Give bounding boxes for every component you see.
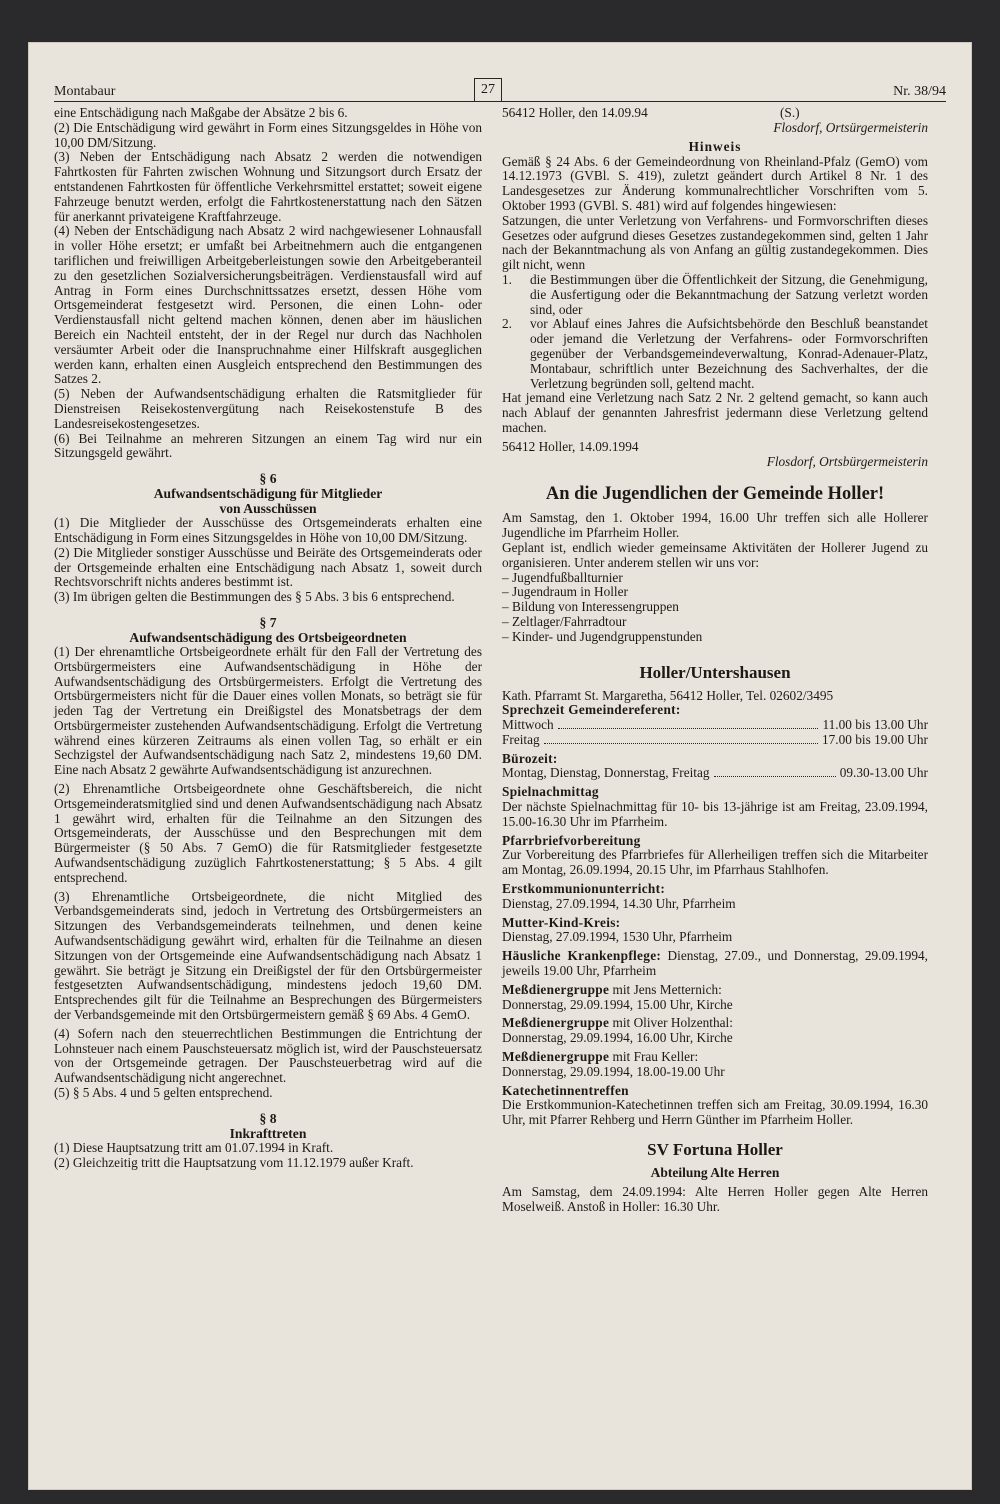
schedule-time: 17.00 bis 19.00 Uhr: [821, 731, 928, 747]
paragraph: Kath. Pfarramt St. Margaretha, 56412 Holler, Tel. 02602/3495: [502, 687, 834, 703]
header-rule: [54, 101, 946, 102]
list-item: – Kinder- und Jugendgruppenstunden: [502, 630, 928, 645]
paragraph: Am Samstag, den 1. Oktober 1994, 16.00 Uhr treffen sich alle Hollerer Jugendliche im Pfarrheim Holler.: [502, 510, 928, 541]
list-item: – Zeltlager/Fahrradtour: [502, 615, 928, 630]
holler-heading: Holler/Untershausen: [639, 662, 791, 682]
paragraph: Dienstag, 27.09.1994, 14.30 Uhr, Pfarrheim: [502, 895, 736, 911]
paragraph: (6) Bei Teilnahme an mehreren Sitzungen an einem Tag wird nur ein Sitzungsgeld gewährt.: [54, 430, 482, 461]
page-number: 27: [474, 78, 502, 102]
issue-number: Nr. 38/94: [893, 84, 946, 99]
schedule-row: [502, 718, 928, 733]
list-number: 2.: [502, 316, 512, 332]
paragraph: Geplant ist, endlich wieder gemeinsame Aktivitäten der Hollerer Jugend zu organisieren. Unter anderem stellen wir uns vor:: [502, 539, 928, 570]
inline-text: mit Jens Metternich:: [609, 981, 722, 997]
subheading: Sprechzeit Gemeindereferent:: [502, 702, 681, 718]
paragraph: Hat jemand eine Verletzung nach Satz 2 Nr. 2 geltend gemacht, so kann auch nach Ablauf der genannten Jahresfrist jedermann diese Verletzung geltend machen.: [502, 390, 928, 435]
subheading: Mutter-Kind-Kreis:: [502, 914, 621, 930]
sv-subheading: Abteilung Alte Herren: [650, 1165, 780, 1181]
newspaper-page: [28, 42, 972, 1490]
list-item: [502, 317, 928, 391]
list-number: 1.: [502, 271, 512, 287]
paragraph: (1) Diese Hauptsatzung tritt am 01.07.1994 in Kraft.: [54, 1139, 334, 1155]
list-item: – Bildung von Interessengruppen: [502, 600, 928, 615]
paragraph: (2) Die Mitglieder sonstiger Ausschüsse und Beiräte des Ortsgemeinderats oder der Ortsgemeinde erhalten eine Entschädigung nach Absatz 1, soweit durch Rechtsvorschrift nichts anderes bestimmt ist.: [54, 544, 482, 590]
paragraph: (3) Ehrenamtliche Ortsbeigeordnete, die nicht Mitglied des Verbandsgemeinderats sind, jedoch in Vertretung des Ortsbürgermeisters an Sitzungen des Verbandsgemeinderats teilnehmen, und denen keine Aufwandsentschädigung gewährt wird, erhalten für die Teilnahme an diesen Sitzungen von der Ortsgemeinde eine Aufwandsentschädigung nach Absatz 1 gewährt. Sie beträgt je Sitzung ein Dreißigstel der für den Ortsbürgermeister festgesetzten Aufwandsentschädigung, mindestens jedoch 19,60 DM. Entsprechendes gilt für die Teilnahme an Besprechungen des Bürgermeisters der Verbandsgemeinde mit den Ortsbürgermeistern gemäß § 69 Abs. 4 GemO.: [54, 888, 482, 1023]
paragraph: Zur Vorbereitung des Pfarrbriefes für Allerheiligen treffen sich die Mitarbeiter am Montag, 26.09.1994, 20.15 Uhr, im Pfarrhaus Stahlhofen.: [502, 847, 928, 878]
paragraph: Der nächste Spielnachmittag für 10- bis 13-jährige ist am Freitag, 23.09.1994, 15.00-16.30 Uhr im Pfarrheim.: [502, 799, 928, 829]
paragraph: Donnerstag, 29.09.1994, 18.00-19.00 Uhr: [502, 1063, 725, 1079]
paragraph: (5) § 5 Abs. 4 und 5 gelten entsprechend.: [54, 1085, 273, 1101]
paragraph: (3) Im übrigen gelten die Bestimmungen des § 5 Abs. 3 bis 6 entsprechend.: [54, 589, 455, 605]
signature-line: [502, 106, 928, 121]
schedule-day: Freitag: [502, 731, 540, 747]
paragraph: eine Entschädigung nach Maßgabe der Absätze 2 bis 6.: [54, 105, 348, 120]
section-8-number: § 8: [259, 1110, 277, 1126]
sv-heading: SV Fortuna Holler: [647, 1140, 783, 1160]
section-7-number: § 7: [259, 614, 277, 630]
section-8-title: Inkrafttreten: [229, 1125, 307, 1141]
left-column: [54, 106, 482, 1170]
paragraph: Gemäß § 24 Abs. 6 der Gemeindeordnung von Rheinland-Pfalz (GemO) vom 14.12.1973 (GVBl. S. 419), zuletzt geändert durch Artikel 8 Nr. 1 des Landesgesetzes zur Änderung kommunalrechtlicher Vorschriften vom 5. Oktober 1993 (GVBl. S. 481) wird auf folgendes hingewiesen:: [502, 153, 928, 213]
inline-text: mit Oliver Holzenthal:: [609, 1015, 733, 1031]
paragraph: Am Samstag, dem 24.09.1994: Alte Herren Holler gegen Alte Herren Moselweiß. Anstoß in Holler: 16.30 Uhr.: [502, 1183, 928, 1214]
jugend-list: [502, 571, 928, 645]
place-date: 56412 Holler, den 14.09.94: [502, 105, 648, 120]
schedule-time: 11.00 bis 13.00 Uhr: [822, 717, 928, 733]
header-town: Montabaur: [54, 84, 116, 99]
section-6-title-line2: von Ausschüssen: [219, 501, 317, 517]
section-6-number: § 6: [259, 471, 277, 487]
paragraph: Dienstag, 27.09.1994, 1530 Uhr, Pfarrheim: [502, 929, 733, 945]
section-7-title: Aufwandsentschädigung des Ortsbeigeordneten: [129, 629, 407, 645]
place-date: 56412 Holler, 14.09.1994: [502, 438, 639, 454]
schedule-row: [502, 766, 928, 781]
list-item: – Jugendraum in Holler: [502, 585, 928, 600]
section-6-title: Aufwandsentschädigung für Mitglieder: [153, 486, 383, 502]
inline-heading: Meßdienergruppe: [502, 981, 610, 997]
list-text: die Bestimmungen über die Öffentlichkeit der Sitzung, die Genehmigung, die Ausfertigung oder die Bekanntmachung der Satzung verletzt worden sind, oder: [530, 271, 928, 317]
paragraph: (1) Der ehrenamtliche Ortsbeigeordnete erhält für den Fall der Vertretung des Ortsbürgermeisters eine Aufwandsentschädigung in Höhe der Aufwandsentschädigung des Ortsbürgermeisters. Erfolgt die Vertretung des Ortsbürgermeisters nicht für die Dauer eines vollen Monats, so beträgt sie für jeden Tag der Vertretung ein Dreißigstel des Monatsbetrags der dem Ortsbürgermeister zustehenden Aufwandsentschädigung. Erfolgt die Vertretung während eines kürzeren Zeitraums als einen vollen Tag, so erhält er ein Sechzigstel der Aufwandsentschädigung nach Satz 2, mindestens 19,60 DM. Eine nach Absatz 2 gewährte Aufwandsentschädigung ist anzurechnen.: [54, 643, 482, 778]
inline-heading: Häusliche Krankenpflege:: [502, 948, 662, 964]
seal-mark: (S.): [780, 105, 800, 120]
paragraph: [502, 983, 928, 998]
paragraph: Satzungen, die unter Verletzung von Verfahrens- und Formvorschriften dieses Gesetzes oder aufgrund dieses Gesetzes zustandegekommen sind, gelten 1 Jahr nach der Bekanntmachung als von Anfang an gültig zustandegekommen. Dies gilt nicht, wenn: [502, 212, 928, 273]
paragraph: (5) Neben der Aufwandsentschädigung erhalten die Ratsmitglieder für Dienstreisen Reisekostenvergütung nach Reisekostenstufe B des Landesreisekostengesetzes.: [54, 386, 482, 431]
schedule-day: Montag, Dienstag, Donnerstag, Freitag: [502, 765, 710, 781]
inline-text: Dienstag, 27.09., und Donnerstag, 29.09.1994, jeweils 19.00 Uhr, Pfarrheim: [502, 948, 928, 979]
page-header: [54, 78, 946, 102]
paragraph: (3) Neben der Entschädigung nach Absatz 2 werden die notwendigen Fahrtkosten für Fahrten zwischen Wohnung und Sitzungsort durch Ersatz der entstandenen Fahrtkosten für öffentliche Verkehrsmittel erstattet; soweit eigene Fahrzeuge benutzt werden, erfolgt die Fahrtkostenerstattung nach den Sätzen für anerkannt privateigene Kraftfahrzeuge.: [54, 149, 482, 224]
signature: Flosdorf, Ortsbürgermeisterin: [766, 453, 928, 469]
paragraph: Donnerstag, 29.09.1994, 16.00 Uhr, Kirche: [502, 1030, 733, 1046]
inline-heading: Meßdienergruppe: [502, 1049, 610, 1065]
paragraph: (4) Neben der Entschädigung nach Absatz 2 wird nachgewiesener Lohnausfall in voller Höhe ersetzt; er umfaßt bei Arbeitnehmern auch die entgangenen tariflichen und freiwilligen Arbeitgeberleistungen sowie den Arbeitgeberanteil zu den gesetzlichen Sozialversicherungsbeiträgen. Verdienstausfall wird auf Antrag in Form eines Durchschnittssatzes ersetzt, dessen Höhe vom Ortsgemeinderat festgesetzt wird. Personen, die einen Lohn- oder Verdienstausfall nicht geltend machen können, denen aber im häuslichen Bereich ein Nachteil entsteht, der in der Regel nur durch das Nachholen versäumter Arbeit oder die Inanspruchnahme einer Hilfskraft ausgeglichen werden kann, erhalten einen Ausgleich entsprechend den Bestimmungen des Satzes 2.: [54, 223, 482, 387]
inline-text: mit Frau Keller:: [609, 1049, 699, 1065]
paragraph: (1) Die Mitglieder der Ausschüsse des Ortsgemeinderats erhalten eine Entschädigung in Form eines Sitzungsgeldes in Höhe von 10,00 DM/Sitzung.: [54, 515, 482, 545]
schedule-time: 09.30-13.00 Uhr: [839, 765, 928, 781]
paragraph: Die Erstkommunion-Katechetinnen treffen sich am Freitag, 30.09.1994, 16.30 Uhr, mit Pfarrer Rehberg und Herrn Günther im Pfarrheim Holler.: [502, 1097, 928, 1128]
list-text: vor Ablauf eines Jahres die Aufsichtsbehörde den Beschluß beanstandet oder jemand die Verletzung der Verfahrens- oder Formvorschriften gegenüber der Verbandsgemeindeverwaltung, Konrad-Adenauer-Platz, Montabaur, schriftlich unter Bezeichnung des Sachverhaltes, der die Verletzung begründen soll, geltend macht.: [530, 316, 928, 391]
paragraph: [502, 949, 928, 979]
paragraph: (2) Ehrenamtliche Ortsbeigeordnete ohne Geschäftsbereich, die nicht Ortsgemeinderatsmitglied sind und denen Aufwandsentschädigung nach Absatz 1 gewährt wird, erhalten für die Teilnahme an den Sitzungen des Ortsgemeinderats, der Ausschüsse und den Besprechungen mit dem Bürgermeister (§ 50 Abs. 7 GemO) die für Ratsmitglieder festgesetzte Aufwandsentschädigung zuzüglich Fahrtkostenerstattung; § 5 Abs. 4 gilt entsprechend.: [54, 781, 482, 885]
hinweis-list: [502, 273, 928, 391]
inline-heading: Meßdienergruppe: [502, 1015, 610, 1031]
subheading: Bürozeit:: [502, 750, 558, 766]
subheading: Spielnachmittag: [502, 784, 599, 800]
subheading: Katechetinnentreffen: [502, 1082, 629, 1098]
subheading: Erstkommunionunterricht:: [502, 881, 666, 897]
subheading: Pfarrbriefvorbereitung: [502, 832, 641, 848]
list-item: [502, 273, 928, 317]
right-column: [502, 106, 928, 1214]
paragraph: [502, 1050, 928, 1065]
hinweis-heading: Hinweis: [688, 138, 742, 154]
paragraph: [502, 1016, 928, 1031]
paragraph: (2) Die Entschädigung wird gewährt in Form eines Sitzungsgeldes in Höhe von 10,00 DM/Sitzung.: [54, 119, 482, 150]
jugend-heading: An die Jugendlichen der Gemeinde Holler!: [545, 484, 885, 505]
signature: Flosdorf, Ortsürgermeisterin: [773, 120, 928, 135]
paragraph: (2) Gleichzeitig tritt die Hauptsatzung vom 11.12.1979 außer Kraft.: [54, 1154, 414, 1170]
paragraph: Donnerstag, 29.09.1994, 15.00 Uhr, Kirche: [502, 996, 733, 1012]
list-item: – Jugendfußballturnier: [502, 571, 928, 586]
paragraph: (4) Sofern nach den steuerrechtlichen Bestimmungen die Entrichtung der Lohnsteuer nach einem Pauschsteuersatz möglich ist, wird der Pauschsteuersatz von der Ortsgemeinde getragen. Der Pauschsteuerbetrag wird auf die Aufwandsentschädigung nicht angerechnet.: [54, 1025, 482, 1086]
schedule-day: Mittwoch: [502, 717, 554, 733]
schedule-row: [502, 733, 928, 748]
